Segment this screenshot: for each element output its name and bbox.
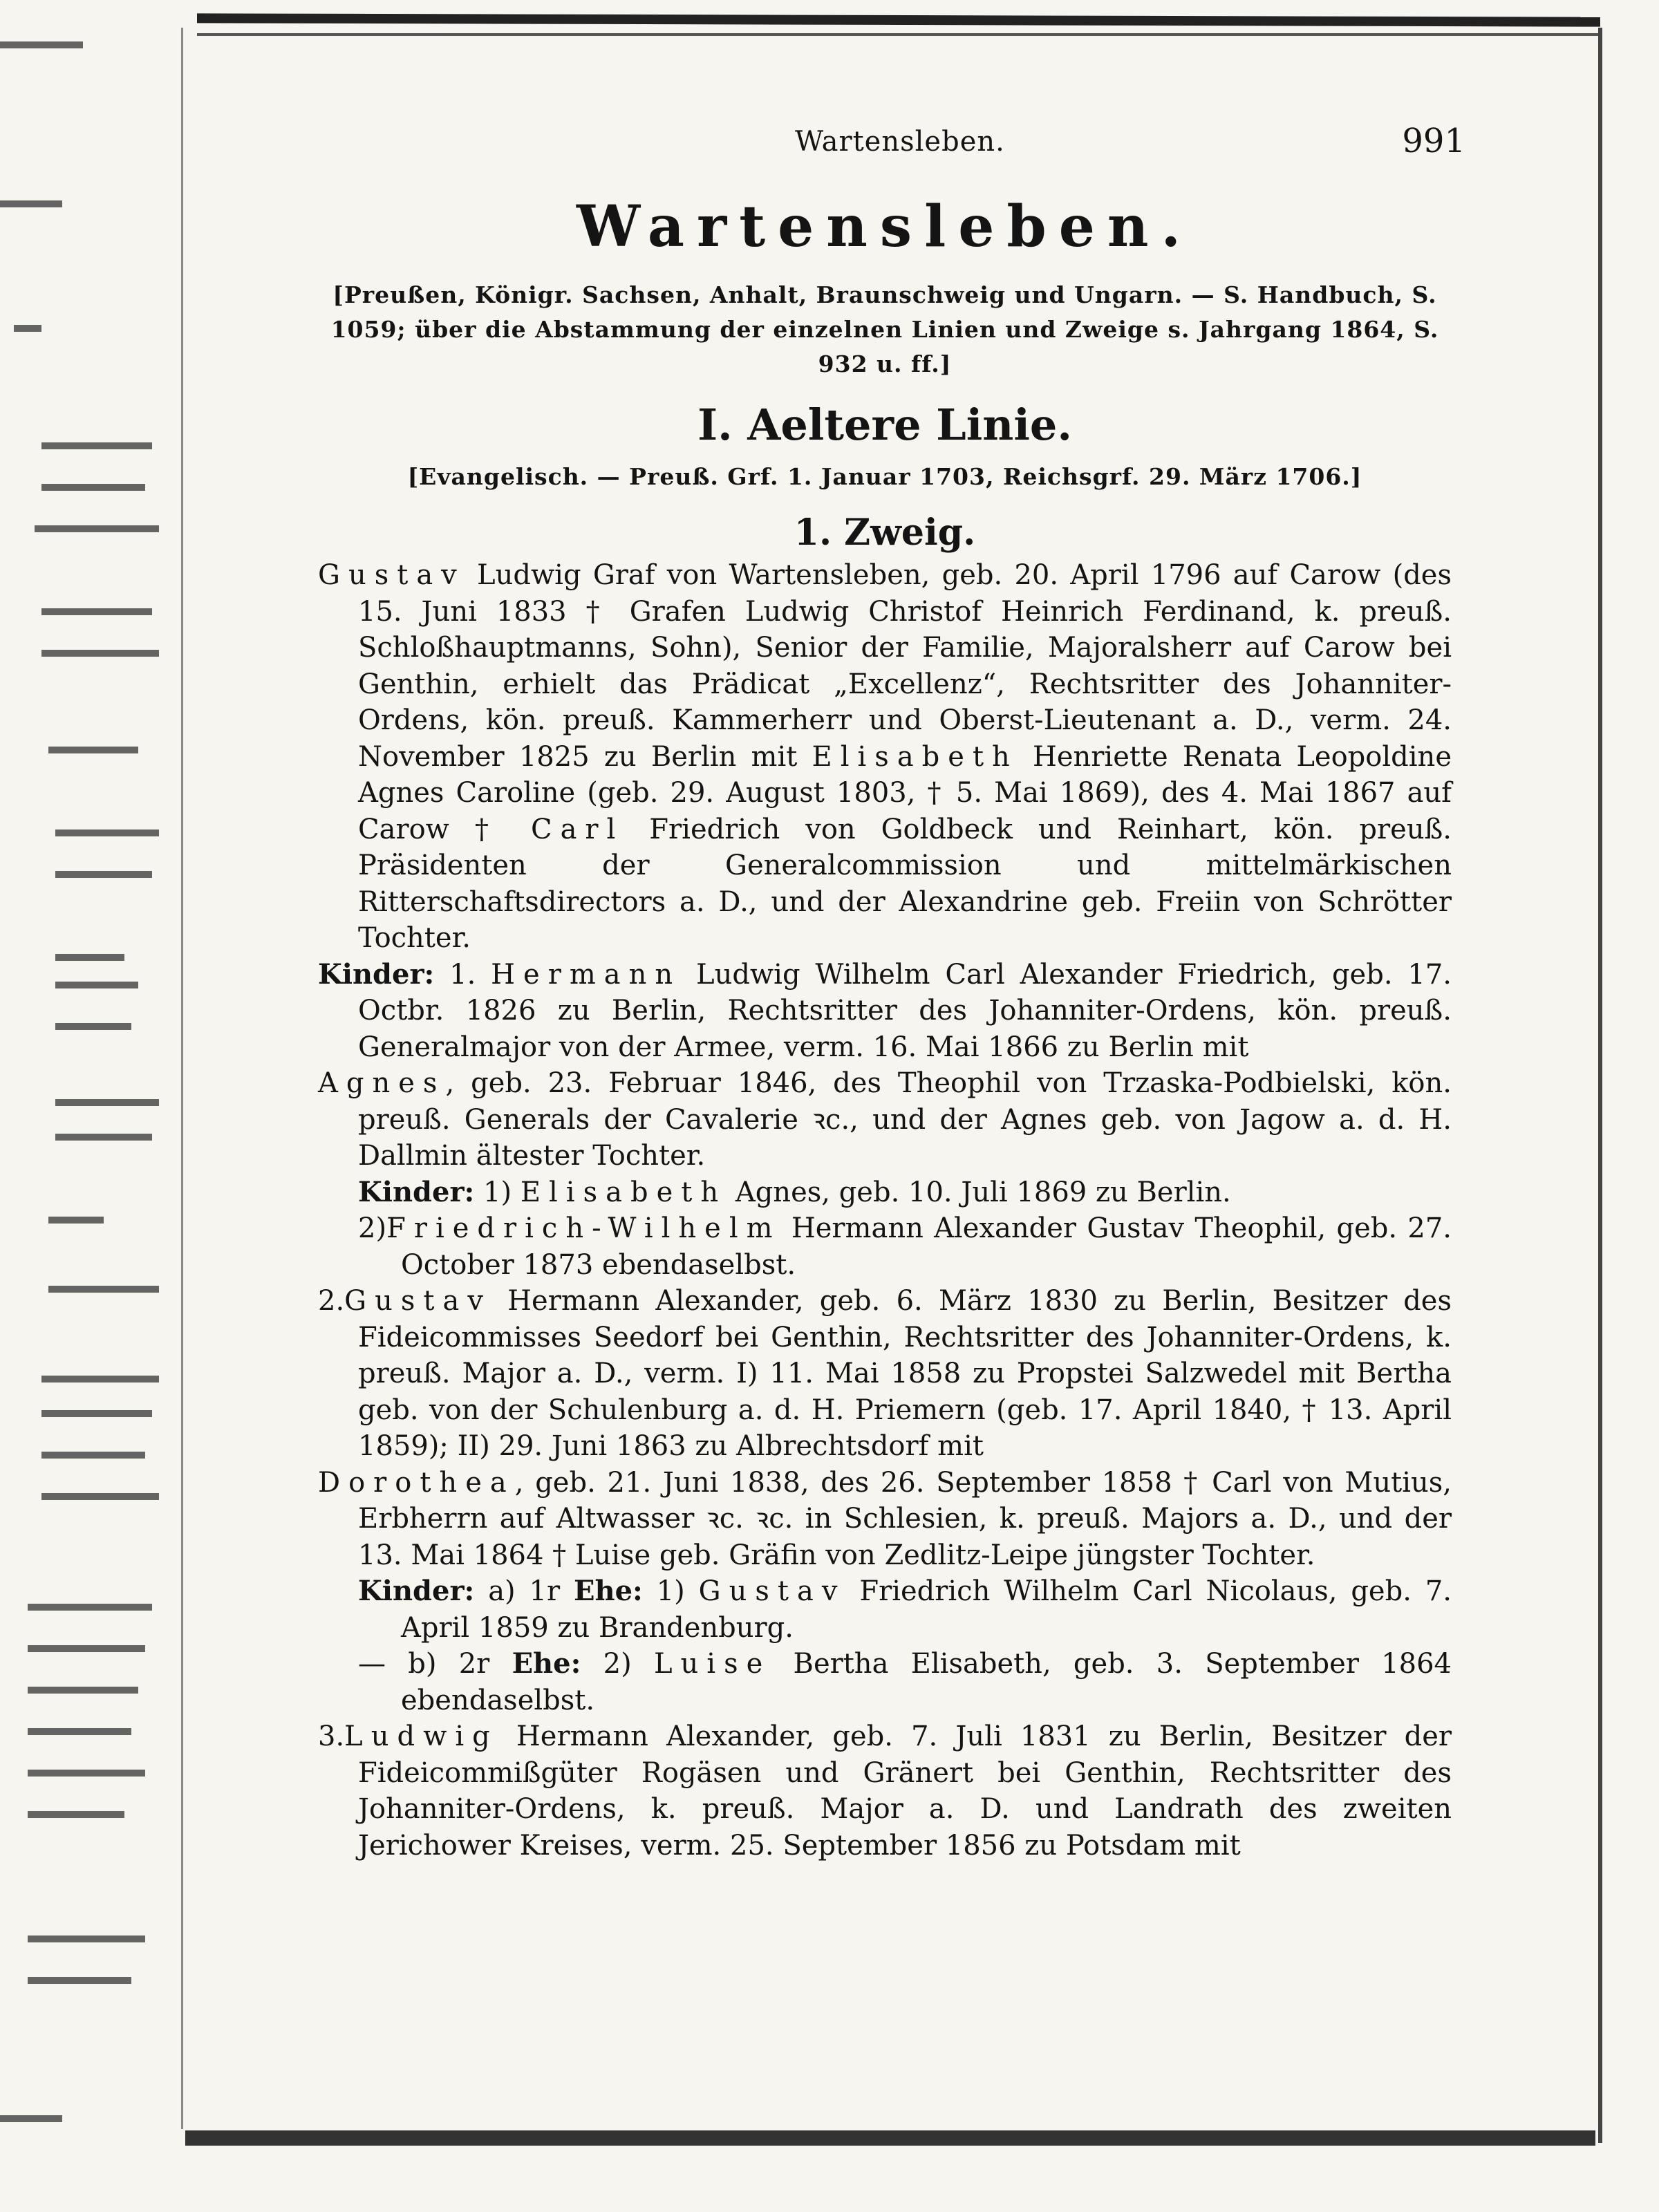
grandchild-number: 1) [656,1575,685,1607]
grandchild-number: 2) [603,1648,632,1680]
head-text: Ludwig Graf von Wartensleben, geb. 20. April 1796 auf Carow (des 15. Juni 1833 † Grafen Ludwig Christof Heinrich Ferdinand, k. preuß. Schloßhauptmanns, Sohn), Senior der Familie, Majoralsherr auf Carow bei Genthin, erhielt das Prädicat „Excellenz“, Rechtsritter des Johanniter-Ordens, kön. preuß. Kammerherr und Oberst-Lieutenant a. D., verm. 24. November 1825 zu Berlin mit [358,559,1452,773]
entry-head [318,557,1452,957]
grandchild-number: 2) [358,1212,387,1244]
marriage-label: — b) 2r [358,1648,490,1680]
spouse-text: , geb. 21. Juni 1838, des 26. September 1858 † Carl von Mutius, Erbherrn auf Altwasser ꝛc. ꝛc. in Schlesien, k. preuß. Majors a. D., und der 13. Mai 1864 † Luise geb. Gräfin von Zedlitz-Leipe jüngster Tochter. [358,1466,1452,1571]
grandchildren-1 [318,1174,1452,1211]
head-name: Gustav [318,559,465,591]
bottom-rule [185,2130,1595,2146]
child-text: Hermann Alexander, geb. 6. März 1830 zu Berlin, Besitzer des Fideicommisses Seedorf bei Genthin, Rechtsritter des Johanniter-Ordens, k. preuß. Major a. D., verm. I) 11. Mai 1858 zu Propstei Salzwedel mit Bertha geb. von der Schulenburg a. d. H. Priemern (geb. 17. April 1840, † 13. April 1859); II) 29. Juni 1863 zu Albrechtsdorf mit [358,1285,1452,1462]
grandchild-name: Luise [653,1648,771,1680]
line-heading: I. Aeltere Linie. [697,400,1072,450]
branch-heading: 1. Zweig. [794,512,976,554]
grandchildren-2 [318,1210,1452,1283]
child-entry-2 [318,1283,1452,1465]
child-name: Gustav [344,1285,491,1317]
grandchild-number: 1) [483,1176,512,1208]
grandchild-text: Agnes, geb. 10. Juli 1869 zu Berlin. [735,1176,1231,1208]
source-note: [Preußen, Königr. Sachsen, Anhalt, Braunschweig und Ungarn. — S. Handbuch, S. 1059; über die Abstammung der einzelnen Linien und Zweige s. Jahrgang 1864, S. 932 u. ff.] [330,281,1439,377]
grandchild-name: Elisabeth [520,1176,727,1208]
child-name: Hermann [491,958,682,991]
grandchildren-3 [318,1573,1452,1646]
father-in-law-name: Carl [530,813,624,845]
marriage-label: a) 1r [488,1575,561,1607]
child-number: 1. [449,958,476,991]
grandchild-text: Bertha Elisabeth, geb. 3. September 1864 ebendaselbst. [401,1648,1452,1716]
genealogy-body [318,557,1452,1864]
spouse-entry-2 [318,1465,1452,1574]
grandchild-name: Friedrich-Wilhelm [386,1212,781,1244]
child-text: Hermann Alexander, geb. 7. Juli 1831 zu Berlin, Besitzer der Fideicommißgüter Rogäsen und Gränert bei Genthin, Rechtsritter des Johanniter-Ordens, k. preuß. Major a. D. und Landrath des zweiten Jerichower Kreises, verm. 25. September 1856 zu Potsdam mit [358,1721,1452,1862]
family-title: Wartensleben. [576,194,1194,260]
grandchild-text: Hermann Alexander Gustav Theophil, geb. 27. October 1873 ebendaselbst. [401,1212,1452,1281]
marriage-word: Ehe: [512,1647,581,1680]
page [304,118,1465,2122]
children-label: Kinder: [318,957,435,991]
line-note: [Evangelisch. — Preuß. Grf. 1. Januar 1703, Reichsgrf. 29. März 1706.] [407,463,1362,490]
page-header [304,122,1465,174]
children-label: Kinder: [358,1575,475,1607]
grandchild-name: Gustav [698,1575,846,1607]
child-number: 3. [318,1721,345,1752]
child-entry-1 [318,957,1452,1066]
spouse-name: Agnes [318,1067,446,1099]
spouse-name: Elisabeth [812,740,1018,773]
marriage-word: Ehe: [574,1575,643,1607]
child-text: Ludwig Wilhelm Carl Alexander Friedrich, geb. 17. Octbr. 1826 zu Berlin, Rechtsritter des Johanniter-Ordens, kön. preuß. Generalmajor von der Armee, verm. 16. Mai 1866 zu Berlin mit [358,958,1452,1063]
children-label: Kinder: [358,1175,475,1208]
spouse-text: Henriette Renata Leopoldine Agnes Caroline (geb. 29. August 1803, † 5. Mai 1869), des 4. Mai 1867 auf Carow † [358,740,1452,845]
running-title: Wartensleben. [795,126,1005,158]
page-right-edge [1598,28,1602,2143]
top-rule-thin [197,33,1600,36]
child-name: Ludwig [344,1721,498,1752]
top-rule [197,13,1600,26]
spouse-text: , geb. 23. Februar 1846, des Theophil von Trzaska-Podbielski, kön. preuß. Generals der Cavalerie ꝛc., und der Agnes geb. von Jagow a. d. H. Dallmin ältester Tochter. [358,1067,1452,1172]
spouse-name: Dorothea [318,1466,515,1499]
adjacent-page-fragment [0,0,176,2212]
grandchild-text: Friedrich Wilhelm Carl Nicolaus, geb. 7. April 1859 zu Brandenburg. [401,1575,1452,1644]
father-in-law-text: Friedrich von Goldbeck und Reinhart, kön. preuß. Präsidenten der Generalcommission und mittelmärkischen Ritterschaftsdirectors a. D., und der Alexandrine geb. Freiin von Schrötter Tochter. [358,813,1452,954]
child-entry-3 [318,1718,1452,1864]
grandchildren-4 [318,1646,1452,1718]
child-number: 2. [318,1285,345,1317]
spouse-entry-1 [318,1065,1452,1174]
page-number: 991 [1402,122,1465,160]
page-left-edge [181,28,183,2129]
